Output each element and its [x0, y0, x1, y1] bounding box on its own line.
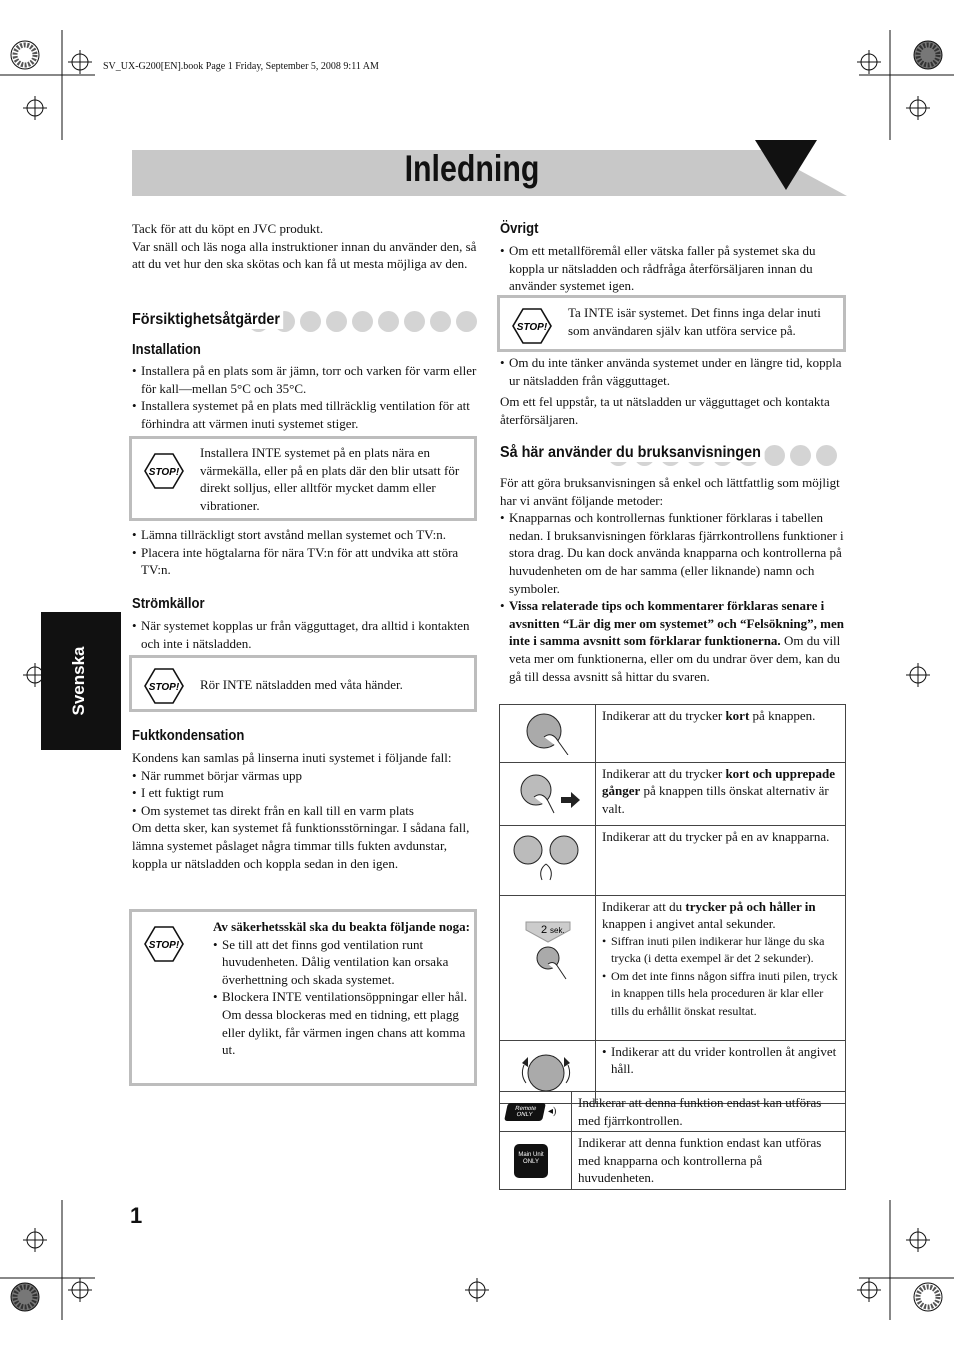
- list-item: • Installera på en plats som är jämn, torr och varken för varm eller för kall—mellan 5°C och 35°C.: [132, 362, 478, 397]
- howto-list: [500, 509, 846, 685]
- table-cell: Indikerar att du trycker på en av knapparna.: [596, 826, 846, 896]
- list-item: • Placera inte högtalarna för nära TV:n för att undvika att störa TV:n.: [132, 544, 482, 579]
- warning-box-ventilation: [129, 909, 477, 1086]
- condensation-text-1: Kondens kan samlas på linserna inuti systemet i följande fall:: [132, 750, 452, 765]
- table-cell: Indikerar att du trycker kort och upprepade gånger på knappen tills önskat alternativ är valt.: [596, 762, 846, 826]
- condensation-heading: Fuktkondensation: [132, 728, 245, 744]
- list-item: • När rummet börjar värmas upp: [132, 767, 478, 785]
- installation-heading: Installation: [132, 342, 201, 358]
- list-item: • Se till att det finns god ventilation runt huvudenheten. Dålig ventilation kan orsaka överhettning och skada systemet.: [213, 936, 471, 989]
- note-rest: Om du vill veta mer om funktionerna, eller om du undrar över dem, kan du gå till dessa avsnitt så hittar du svaren.: [509, 633, 841, 684]
- list-item: • Installera systemet på en plats med tillräcklig ventilation för att förhindra att värmen inuti systemet stiger.: [132, 397, 478, 432]
- list-item: • När systemet kopplas ur från vägguttaget, dra alltid i kontakten och inte i nätsladden.: [132, 617, 478, 652]
- list-item: • Knapparnas och kontrollernas funktioner förklaras i tabellen nedan. I bruksanvisningen förklaras fjärrkontrollens funktioner i stora drag. Du kan dock använda knapparna och kontrollerna på huvudenheten om de har samma (eller liknande) namn och symboler.: [500, 509, 846, 597]
- power-list: [132, 617, 478, 652]
- other-list-2: [500, 354, 845, 389]
- main-badge-cell: [500, 1132, 572, 1190]
- safety-heading: Försiktighetsåtgärder: [132, 311, 284, 329]
- other-text: Om ett fel uppstår, ta ut nätsladden ur vägguttaget och kontakta återförsäljaren.: [500, 394, 830, 427]
- main-unit-only-badge: Main Unit ONLY: [514, 1144, 548, 1178]
- remote-only-badge: Remote ONLY: [504, 1103, 546, 1121]
- table-row: [500, 1092, 846, 1132]
- stop-icon: [144, 668, 184, 704]
- stop-icon: [512, 308, 552, 344]
- svg-text:STOP!: STOP!: [148, 940, 180, 951]
- bold-note: Vissa relaterade tips och kommentarer förklaras senare i avsnitten “Lär dig mer om systemet” och “Felsökning”, men inte i samma avsnitt som förklarar funktionerna.: [509, 598, 844, 649]
- list-item: • Lämna tillräckligt stort avstånd mellan systemet och TV:n.: [132, 526, 482, 544]
- press-icon-cell: [500, 705, 596, 763]
- warning-text: Installera INTE systemet på en plats nära en värmekälla, eller på en plats där den blir utsatt för direkt solljus, eller alltför mycket damm eller vibrationer.: [200, 445, 460, 513]
- svg-text:STOP!: STOP!: [148, 467, 180, 478]
- file-header: SV_UX-G200[EN].book Page 1 Friday, September 5, 2008 9:11 AM: [103, 61, 379, 72]
- svg-text:sek.: sek.: [550, 925, 565, 935]
- hold-notes: [602, 933, 839, 1021]
- stop-icon: [144, 453, 184, 489]
- svg-text:STOP!: STOP!: [148, 682, 180, 693]
- power-heading: Strömkällor: [132, 596, 205, 612]
- page-number: 1: [130, 1203, 143, 1228]
- howto-body: [500, 474, 846, 685]
- warning-text: Rör INTE nätsladden med våta händer.: [200, 677, 403, 692]
- table-row: [500, 826, 846, 896]
- turn-control-icon: [506, 1043, 586, 1097]
- list-item: • Om ett metallföremål eller vätska faller på systemet ska du koppla ur nätsladden och rådfråga återförsäljaren innan du använder systemet igen.: [500, 242, 845, 295]
- press-hold-icon: [506, 920, 588, 1010]
- installation-list: [132, 362, 478, 432]
- language-tab-label: [41, 612, 121, 750]
- title-triangle: [745, 140, 847, 196]
- table-cell: Indikerar att du trycker på och håller in knappen i angivet antal sekunder. • Siffran inuti pilen indikerar hur länge du ska trycka (i detta exempel är det 2 sekunder). • Om det inte finns någon siffra inuti pilen, tryck in knappen tills hela proceduren är klar eller tills du erhållit önskat resultat.: [596, 895, 846, 1040]
- condensation-body: [132, 749, 478, 872]
- list-item: [500, 597, 846, 685]
- table-row: [500, 762, 846, 826]
- howto-intro: För att göra bruksanvisningen så enkel och lättfattlig som möjligt har vi använt följande metoder:: [500, 475, 840, 508]
- either-icon-cell: [500, 826, 596, 896]
- warning-title: Av säkerhetsskäl ska du beakta följande noga:: [213, 919, 470, 934]
- page-title: Inledning: [404, 148, 540, 189]
- other-heading: Övrigt: [500, 221, 539, 237]
- warning-box-installation: [129, 436, 477, 521]
- symbol-table: [499, 704, 846, 1104]
- list-item: • Om systemet tas direkt från en kall till en varm plats: [132, 802, 478, 820]
- ventilation-warning: [213, 918, 471, 1059]
- other-list: [500, 242, 845, 295]
- hold-icon-cell: [500, 895, 596, 1040]
- installation-list-2: [132, 526, 482, 579]
- intro-line-1: Tack för att du köpt en JVC produkt.: [132, 221, 324, 236]
- press-repeat-icon: [506, 765, 586, 819]
- repeat-icon-cell: [500, 762, 596, 826]
- table-cell: Indikerar att denna funktion endast kan utföras med knapparna och kontrollerna på huvudenheten.: [572, 1132, 846, 1190]
- warning-list: [213, 936, 471, 1059]
- warning-text: Ta INTE isär systemet. Det finns inga delar inuti som användaren själv kan utföra service på.: [568, 305, 821, 338]
- list-item: • Blockera INTE ventilationsöppningar eller hål. Om dessa blockeras med en tidning, ett plagg eller dylikt, får värmen ingen chans att komma ut.: [213, 988, 471, 1058]
- warning-box-power: [129, 655, 477, 712]
- intro-text: [132, 220, 478, 273]
- list-item: • Om du inte tänker använda systemet under en längre tid, koppla ur nätsladden från vägguttaget.: [500, 354, 845, 389]
- table-row: [500, 895, 846, 1040]
- svg-text:STOP!: STOP!: [516, 322, 548, 333]
- table-row: [500, 1132, 846, 1190]
- howto-heading: Så här använder du bruksanvisningen: [500, 444, 764, 462]
- list-item: • Om det inte finns någon siffra inuti pilen, tryck in knappen tills hela proceduren är klar eller tills du erhållit önskat resultat.: [602, 968, 839, 1021]
- table-cell: Indikerar att denna funktion endast kan utföras med fjärrkontrollen.: [572, 1092, 846, 1132]
- scope-table: [499, 1091, 846, 1190]
- remote-badge-cell: [500, 1092, 572, 1132]
- press-either-icon: [506, 828, 586, 888]
- condensation-text-2: Om detta sker, kan systemet få funktionsstörningar. I sådana fall, lämna systemet påslaget några timmar tills fukten avdunstar, koppla ur nätsladden och koppla sedan in den igen.: [132, 820, 470, 871]
- warning-box-service: [497, 295, 846, 352]
- press-button-icon: [506, 707, 586, 755]
- condensation-list: [132, 767, 478, 820]
- turn-notes: [602, 1043, 839, 1078]
- list-item: • Siffran inuti pilen indikerar hur länge du ska trycka (i detta exempel är det 2 sekunder).: [602, 933, 839, 968]
- signal-icon: ◂): [548, 1105, 557, 1117]
- list-item: • I ett fuktigt rum: [132, 784, 478, 802]
- table-row: [500, 705, 846, 763]
- intro-line-2: Var snäll och läs noga alla instruktioner innan du använder den, så att du vet hur den ska skötas och kan få ut mesta möjliga av den.: [132, 238, 477, 272]
- svg-text:Svenska: Svenska: [69, 646, 88, 716]
- list-item: • Indikerar att du vrider kontrollen åt angivet håll.: [602, 1043, 839, 1078]
- table-cell: Indikerar att du trycker kort på knappen.: [596, 705, 846, 763]
- svg-text:2: 2: [541, 923, 548, 936]
- stop-icon: [144, 926, 184, 962]
